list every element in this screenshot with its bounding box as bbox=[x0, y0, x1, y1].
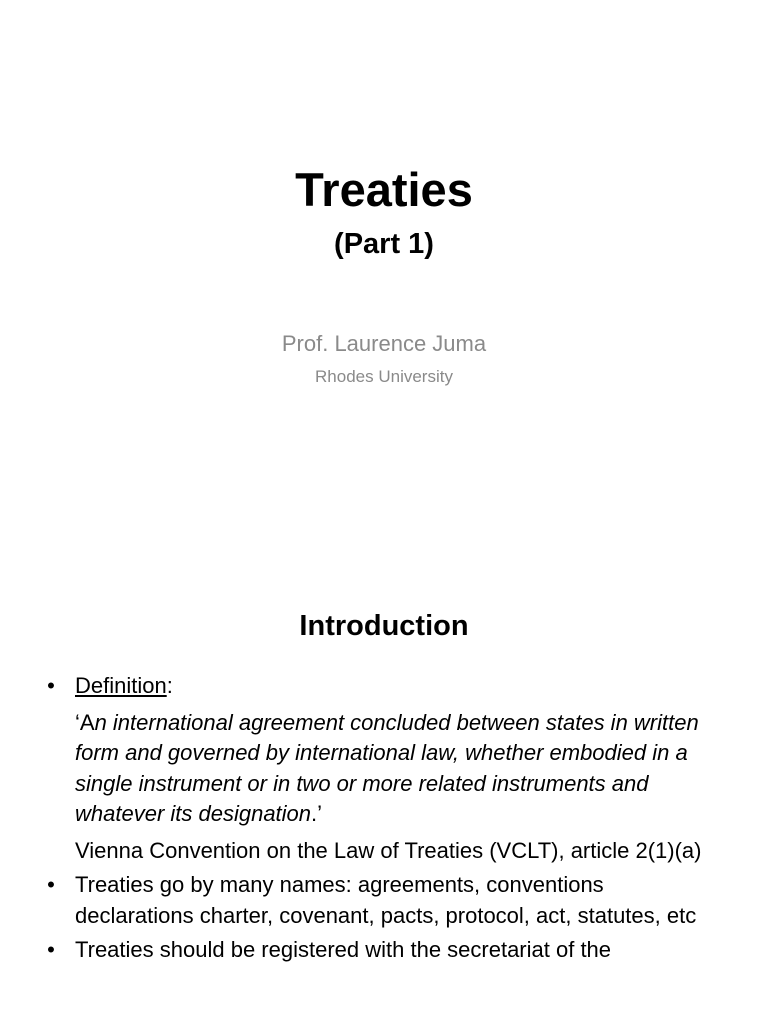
quote-open: ‘A bbox=[75, 709, 95, 735]
bullet-treaty-names bbox=[0, 870, 768, 931]
slide-subtitle: (Part 1) bbox=[334, 228, 434, 260]
quote-close: .’ bbox=[311, 801, 323, 826]
definition-citation: Vienna Convention on the Law of Treaties (VCLT), article 2(1)(a) bbox=[75, 837, 702, 863]
bullet-list bbox=[0, 671, 768, 970]
bullet-text: Treaties should be registered with the secretariat of the bbox=[75, 937, 612, 962]
definition-term: Definition bbox=[75, 673, 167, 698]
bullet-icon: • bbox=[47, 673, 55, 698]
quote-text: n international agreement concluded between states in written form and governed by international law, whether embodied in a single instrument or in two or more related instruments and whatever its designation bbox=[75, 709, 699, 826]
slide-title: Treaties bbox=[295, 163, 473, 216]
bullet-icon: • bbox=[47, 872, 55, 897]
definition-quote bbox=[75, 708, 708, 830]
author-name: Prof. Laurence Juma bbox=[281, 331, 487, 356]
author-affiliation: Rhodes University bbox=[315, 367, 453, 386]
bullet-icon: • bbox=[47, 937, 55, 962]
section-heading: Introduction bbox=[299, 610, 469, 642]
bullet-text: Treaties go by many names: agreements, conventions declarations charter, covenant, pacts, protocol, act, statutes, etc bbox=[75, 872, 697, 928]
definition-line bbox=[75, 671, 708, 702]
bullet-registration bbox=[0, 935, 768, 966]
definition-colon: : bbox=[166, 673, 173, 698]
bullet-definition bbox=[0, 671, 768, 866]
